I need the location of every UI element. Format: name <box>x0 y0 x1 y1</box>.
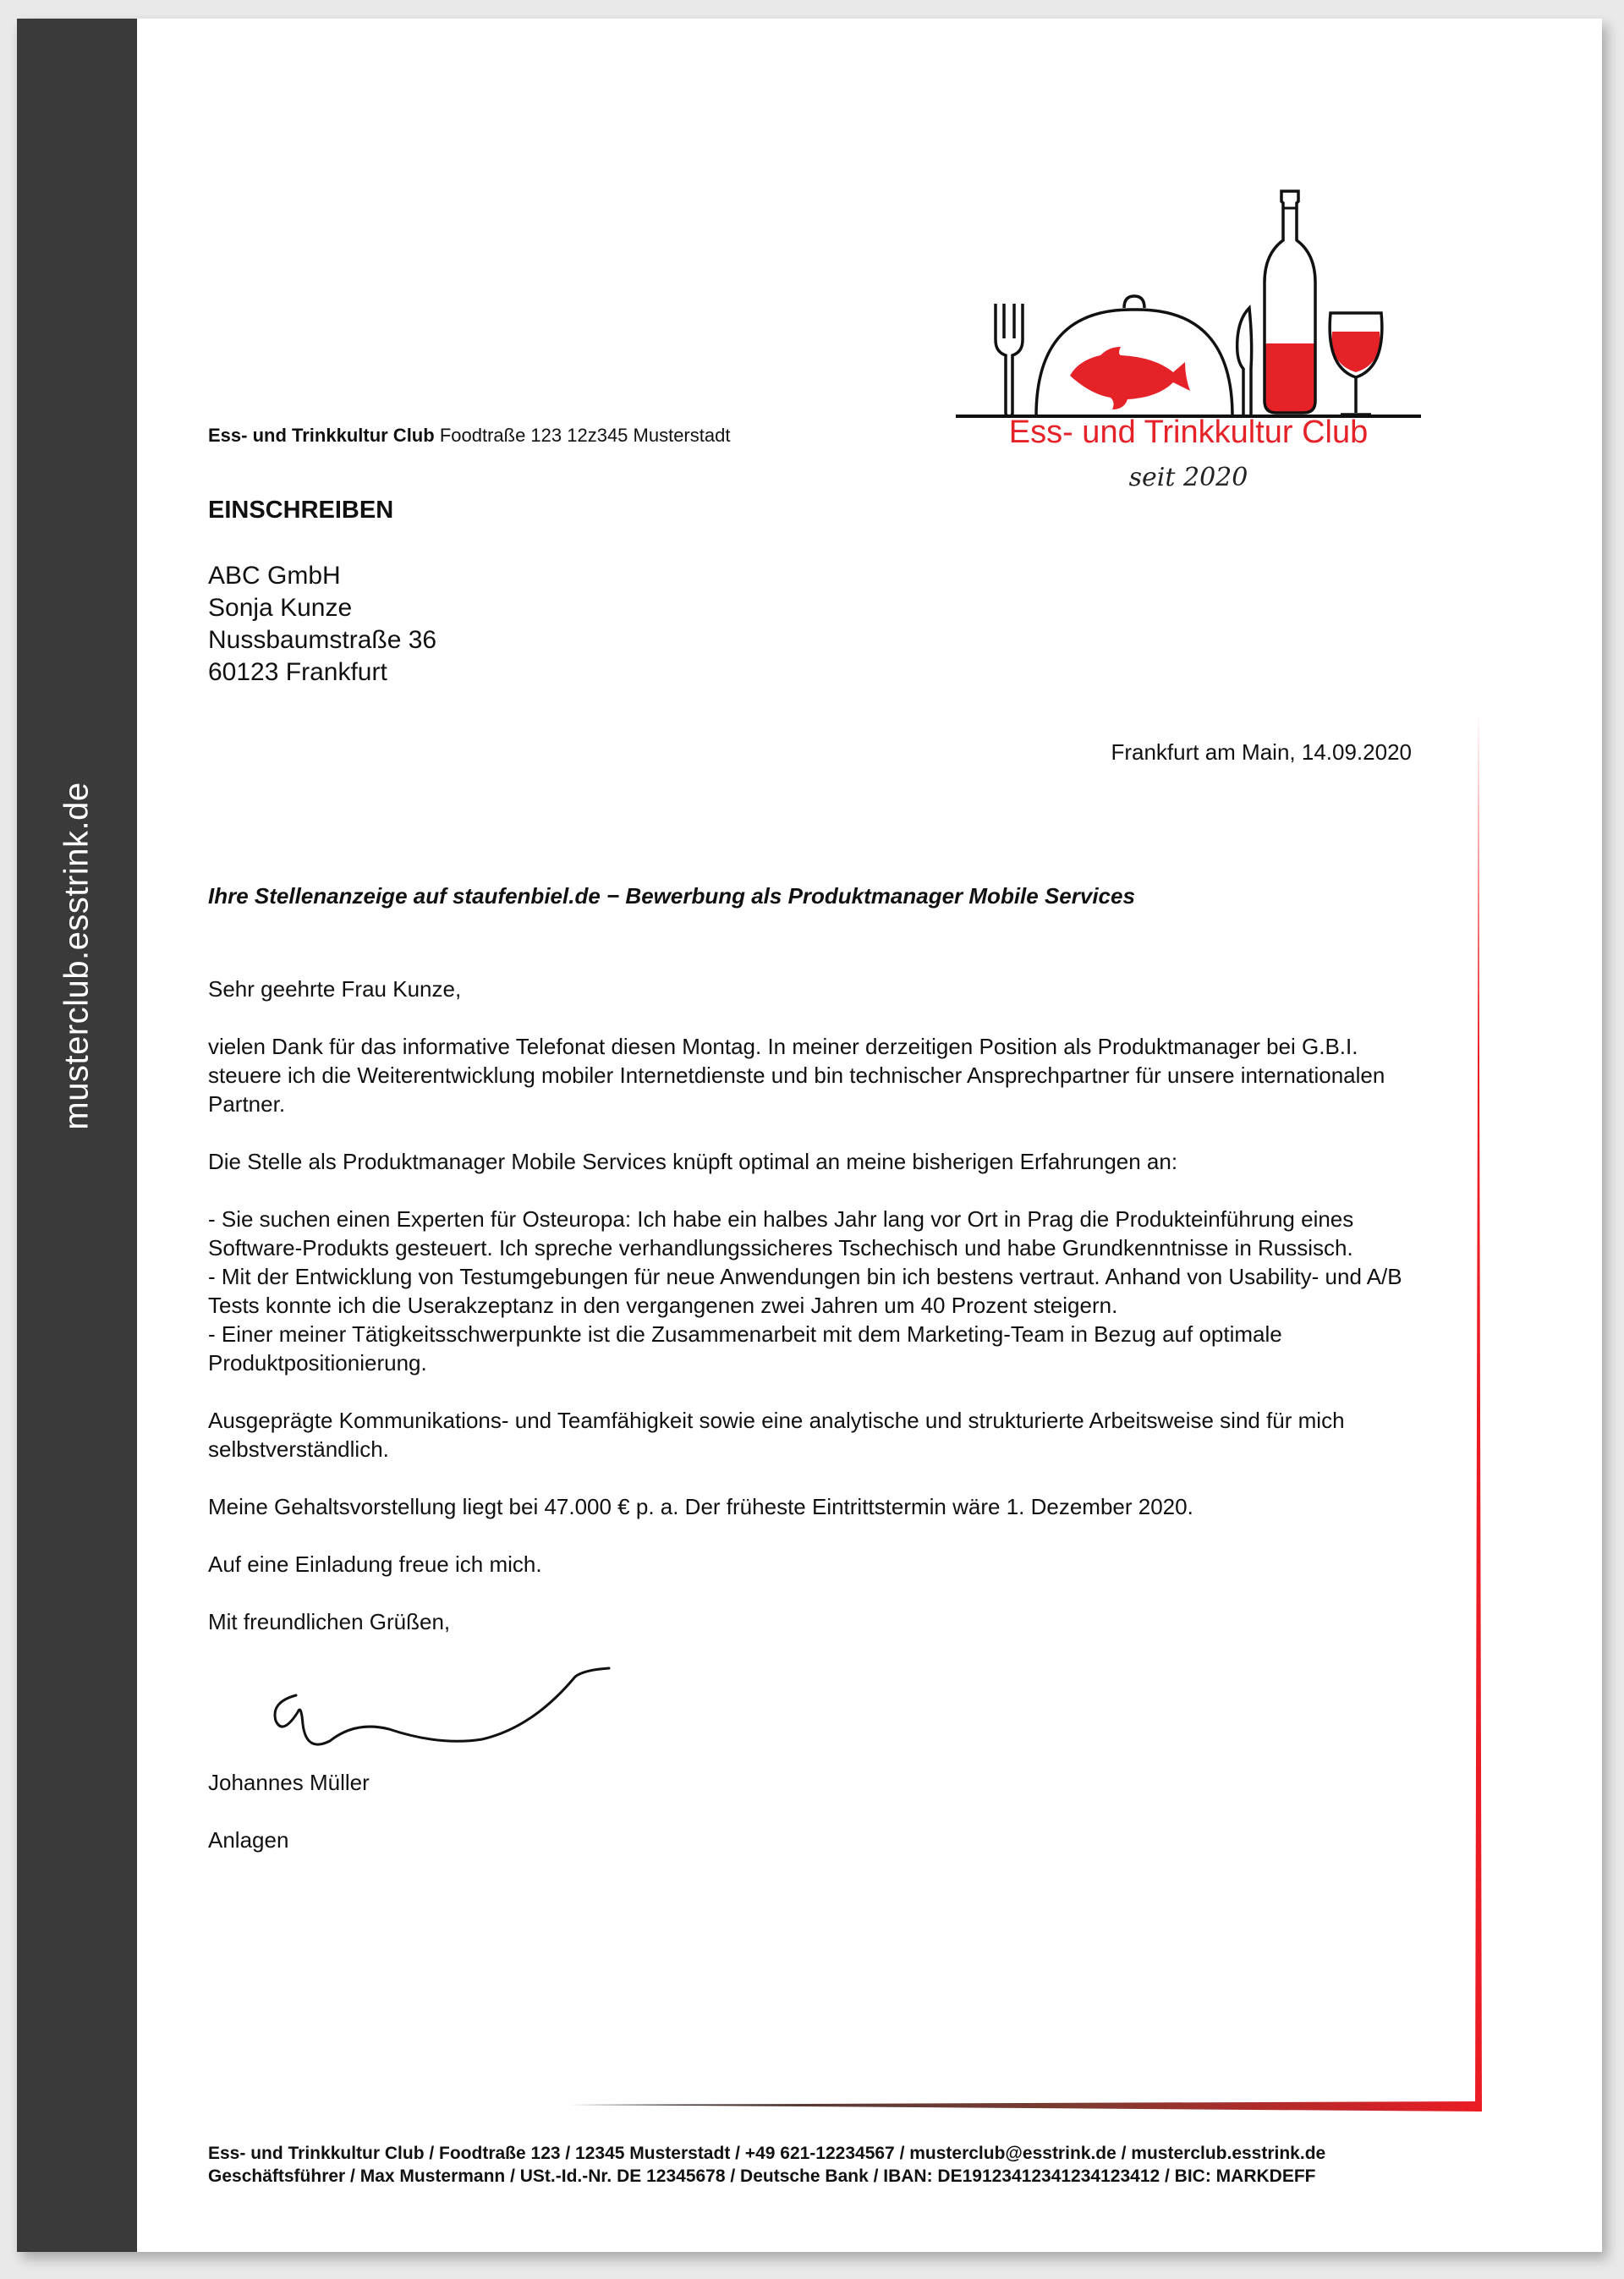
body-paragraph: Auf eine Einladung freue ich mich. <box>208 1551 542 1577</box>
footer-line: Geschäftsführer / Max Mustermann / USt.-Id.-Nr. DE 12345678 / Deutsche Bank / IBAN: DE19123412341234123412 / BIC: MARKDEFF <box>208 2166 1316 2186</box>
attachments-label: Anlagen <box>208 1827 289 1853</box>
recipient-company: ABC GmbH <box>208 562 341 590</box>
letter-subject: Ihre Stellenanzeige auf staufenbiel.de − Bewerbung als Produktmanager Mobile Services <box>208 883 1135 909</box>
recipient-person: Sonja Kunze <box>208 594 353 622</box>
body-paragraph: vielen Dank für das informative Telefonat diesen Montag. In meiner derzeitigen Position als Produktmanager bei G.B.I. steuere ich die Weiterentwicklung mobiler Internetdienste und bin technischer Ansprechpartner für unsere internationalen Partner. <box>208 1034 1385 1117</box>
body-paragraph: Die Stelle als Produktmanager Mobile Services knüpft optimal an meine bisherigen Erfahrungen an: <box>208 1149 1178 1174</box>
letter-body <box>208 975 1418 1665</box>
sender-line <box>208 425 730 447</box>
knife-icon <box>1237 308 1252 416</box>
mail-type: EINSCHREIBEN <box>208 497 394 524</box>
logo-since: seit 2020 <box>1128 463 1248 492</box>
sidebar-website: musterclub.esstrink.de <box>58 782 96 1130</box>
letter-footer <box>208 2142 1325 2188</box>
letter-date: Frankfurt am Main, 14.09.2020 <box>1111 739 1412 765</box>
body-paragraph: Ausgeprägte Kommunikations- und Teamfähigkeit sowie eine analytische und strukturierte Arbeitsweise sind für mich selbstverständlich. <box>208 1408 1345 1462</box>
wine-glass-icon <box>1330 313 1382 415</box>
sidebar-band <box>17 19 137 2252</box>
sender-address: Foodtraße 123 12z345 Musterstadt <box>439 425 731 446</box>
list-item: - Mit der Entwicklung von Testumgebungen für neue Anwendungen bin ich bestens vertraut. Anhand von Usability- und A/B Tests konnte ich die Userakzeptanz in den vergangenen zwei Jahren um 40 Prozent steigern. <box>208 1264 1402 1318</box>
closing: Mit freundlichen Grüßen, <box>208 1609 451 1634</box>
salutation: Sehr geehrte Frau Kunze, <box>208 976 462 1002</box>
signer-name: Johannes Müller <box>208 1770 370 1795</box>
list-item: - Sie suchen einen Experten für Osteuropa: Ich habe ein halbes Jahr lang vor Ort in Prag die Produkteinführung eines Software-Produkts gesteuert. Ich spreche verhandlungssicheres Tschechisch und habe Grundkenntnisse in Russisch. <box>208 1206 1354 1260</box>
body-paragraph: Meine Gehaltsvorstellung liegt bei 47.000 € p. a. Der früheste Eintrittstermin wäre 1. Dezember 2020. <box>208 1494 1193 1519</box>
recipient-street: Nussbaumstraße 36 <box>208 626 437 654</box>
list-item: - Einer meiner Tätigkeitsschwerpunkte ist die Zusammenarbeit mit dem Marketing-Team in Bezug auf optimale Produktpositionierung. <box>208 1321 1282 1376</box>
fork-icon <box>996 304 1023 416</box>
frame-vertical-line <box>1475 712 1482 2112</box>
fish-icon <box>1070 347 1190 409</box>
recipient-address <box>208 560 436 689</box>
recipient-city: 60123 Frankfurt <box>208 658 387 686</box>
logo-name: Ess- und Trinkkultur Club <box>1008 415 1369 450</box>
bottle-icon <box>1265 191 1315 413</box>
footer-line: Ess- und Trinkkultur Club / Foodtraße 123 / 12345 Musterstadt / +49 621-12234567 / musterclub@esstrink.de / musterclub.esstrink.de <box>208 2144 1326 2163</box>
letter-page <box>17 19 1602 2252</box>
sender-name: Ess- und Trinkkultur Club <box>208 425 435 446</box>
signature-image <box>245 1651 617 1770</box>
frame-horizontal-line <box>568 2101 1482 2112</box>
